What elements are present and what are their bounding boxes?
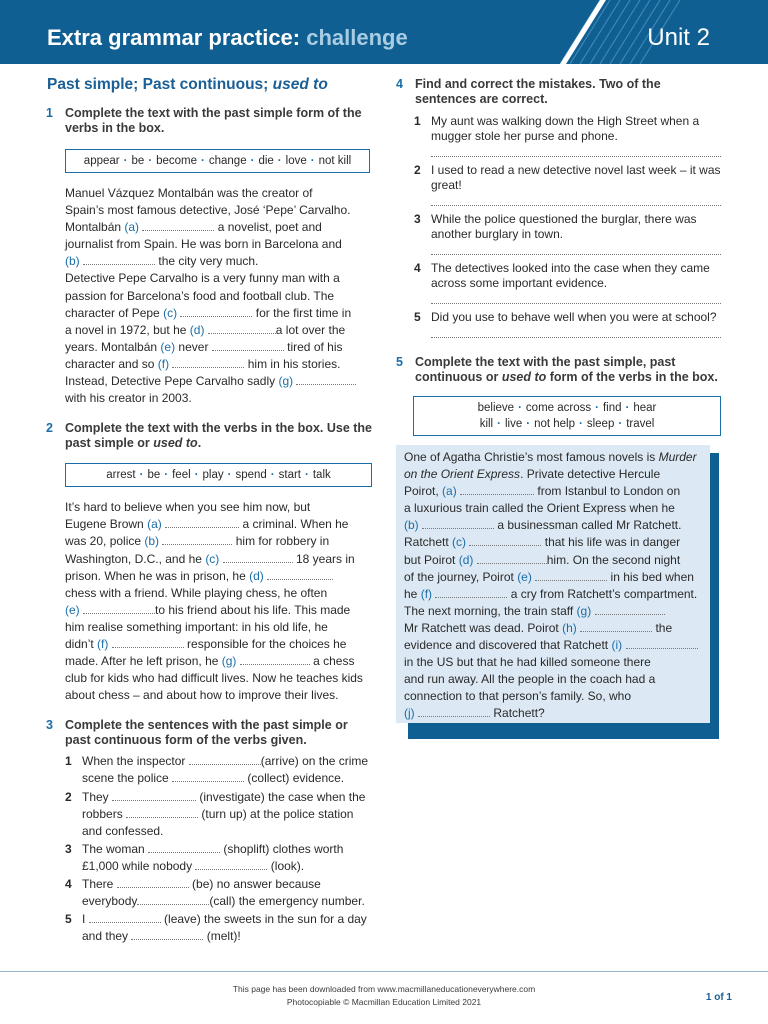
list-item: 1 My aunt was walking down the High Street when a mugger stole her purse and phone. [414, 114, 700, 143]
answer-gap[interactable] [422, 519, 494, 529]
answer-gap[interactable] [117, 878, 189, 888]
answer-gap[interactable] [195, 860, 267, 870]
exercise-number: 3 [46, 718, 53, 733]
list-item: 5 Did you use to behave well when you were at school? [414, 310, 717, 324]
word: kill [479, 418, 494, 430]
exercise-1-instruction: 1 Complete the text with the past simple form of the verbs in the box. [46, 106, 362, 135]
unit-label: Unit 2 [647, 24, 710, 51]
answer-line[interactable] [431, 337, 721, 338]
word: spend [235, 469, 267, 482]
word: believe [477, 402, 515, 414]
word: find [602, 402, 622, 414]
word: feel [172, 469, 191, 482]
footer-copyright: Photocopiable © Macmillan Education Limited 2021 [286, 997, 482, 1007]
answer-gap[interactable] [477, 554, 547, 564]
answer-gap[interactable] [435, 588, 507, 598]
answer-gap[interactable] [223, 553, 293, 563]
answer-gap[interactable] [162, 535, 232, 545]
page-title [47, 25, 408, 51]
page-header [0, 0, 768, 64]
answer-gap[interactable] [595, 605, 665, 615]
word: travel [626, 418, 655, 430]
list-item: 2 They (investigate) the case when the robbers (turn up) at the police station and confessed. [65, 789, 366, 838]
answer-gap[interactable] [418, 707, 490, 717]
exercise-number: 2 [46, 421, 53, 436]
word: be [131, 155, 145, 167]
footer-download-note: This page has been downloaded from www.macmillaneducationeverywhere.com [232, 984, 536, 994]
word: play [202, 469, 224, 482]
answer-gap[interactable] [83, 255, 155, 265]
answer-gap[interactable] [83, 604, 155, 614]
title-accent: challenge [306, 25, 408, 50]
word: appear [83, 155, 120, 167]
page-number: 1 of 1 [705, 992, 732, 1003]
list-item: 3 While the police questioned the burglar, there was another burglary in town. [414, 212, 697, 241]
exercise-3-instruction: 3 Complete the sentences with the past simple or past continuous form of the verbs given. [46, 718, 348, 747]
answer-gap[interactable] [469, 536, 541, 546]
word: talk [312, 469, 331, 482]
answer-gap[interactable] [180, 307, 252, 317]
list-item: 3 The woman (shoplift) clothes worth £1,000 while nobody (look). [65, 841, 344, 873]
word: not kill [318, 155, 352, 167]
section-title: Past simple; Past continuous; used to [47, 76, 328, 93]
word: change [208, 155, 247, 167]
answer-gap[interactable] [172, 358, 244, 368]
answer-line[interactable] [431, 303, 721, 304]
right-column [394, 72, 724, 745]
answer-gap[interactable] [208, 324, 276, 334]
exercise-5-instruction: 5 Complete the text with the past simple, past continuous or used to form of the verbs in the box. [396, 355, 718, 384]
answer-gap[interactable] [142, 221, 214, 231]
exercise-2-instruction: 2 Complete the text with the verbs in the box. Use the past simple or used to. [46, 421, 372, 450]
answer-gap[interactable] [137, 895, 209, 905]
list-item: 4 The detectives looked into the case when they came across some important evidence. [414, 261, 710, 290]
answer-gap[interactable] [626, 639, 698, 649]
answer-gap[interactable] [240, 655, 310, 665]
exercise-2-text: It’s hard to believe when you see him now, but Eugene Brown (a) a criminal. When he was 20, police (b) him for robbery in Washington, D.C., and he (c) 18 years in prison. When he was in prison, he (d) chess with a friend. While playing chess, he often (e) to his friend about his life. This made him realise something important: in his old life, he didn’t (f) responsible for the choices he made. After he left prison, he (g) a chess club for kids who had difficult lives. Now he teaches kids about chess – and about how to improve their lives. [65, 500, 363, 703]
exercise-2-word-box: arrest · be · feel · play · spend · start · talk [65, 463, 372, 487]
exercise-5-story: One of Agatha Christie’s most famous novels is Murder on the Orient Express. Private detective Hercule Poirot, (a) from Istanbul to London on a luxurious train called the Orient Express when he (b) a businessman called Mr Ratchett. Ratchett (c) that his life was in danger but Poirot (d) him. On the second night of the journey, Poirot (e) in his bed when he (f) a cry from Ratchett’s compartment. The next morning, the train staff (g) Mr Ratchett was dead. Poirot (h) the evidence and discovered that Ratchett (i) in the US but that he had killed someone there and run away. All the people in the coach had a connection to that person’s family. So, who (j) Ratchett? [396, 445, 710, 723]
word: hear [633, 402, 657, 414]
list-item: 1 When the inspector (arrive) on the crime scene the police (collect) evidence. [65, 754, 369, 786]
word: be [147, 469, 161, 482]
list-item: 5 I (leave) the sweets in the sun for a day and they (melt)! [65, 912, 367, 944]
left-column [44, 72, 374, 945]
answer-gap[interactable] [580, 622, 652, 632]
answer-line[interactable] [431, 205, 721, 206]
exercise-number: 5 [396, 355, 403, 369]
answer-gap[interactable] [535, 571, 607, 581]
exercise-5-story-area [394, 445, 724, 745]
answer-gap[interactable] [89, 913, 161, 923]
word: become [156, 155, 198, 167]
word: love [285, 155, 307, 167]
word: come across [525, 402, 592, 414]
answer-gap[interactable] [267, 570, 333, 580]
answer-gap[interactable] [112, 791, 196, 801]
title-main: Extra grammar practice: [47, 25, 301, 50]
list-item: 2 I used to read a new detective novel last week – it was great! [414, 163, 721, 192]
answer-gap[interactable] [165, 518, 239, 528]
answer-gap[interactable] [172, 772, 244, 782]
answer-gap[interactable] [112, 638, 184, 648]
answer-gap[interactable] [460, 485, 534, 495]
exercise-5-word-box: believe · come across · find · hear kill · live · not help · sleep · travel [413, 396, 721, 436]
exercise-number: 1 [46, 106, 53, 120]
answer-gap[interactable] [296, 375, 356, 385]
footer [0, 983, 768, 1009]
footer-divider [0, 971, 768, 972]
word: live [504, 418, 523, 430]
exercise-number: 4 [396, 77, 403, 91]
answer-gap[interactable] [212, 341, 284, 351]
word: sleep [586, 418, 615, 430]
exercise-3-items [44, 753, 374, 945]
word: start [278, 469, 302, 482]
word: not help [534, 418, 575, 430]
answer-gap[interactable] [131, 930, 203, 940]
word: die [258, 155, 274, 167]
answer-gap[interactable] [126, 808, 198, 818]
word: arrest [106, 469, 136, 482]
exercise-1-word-box: appear · be · become · change · die · love · not kill [65, 149, 370, 173]
answer-gap[interactable] [148, 843, 220, 853]
exercise-1-text: Manuel Vázquez Montalbán was the creator of Spain’s most famous detective, José ‘Pepe’ Carvalho. Montalbán (a) a novelist, poet and journalist from Spain. He was born in Barcelona and (b) the city very much. Detective Pepe Carvalho is a very funny man with a passion for Barcelona’s food and football club. The character of Pepe (c) for the first time in a novel in 1972, but he (d) a lot over the years. Montalbán (e) never tired of his character and so (f) him in his stories. Instead, Detective Pepe Carvalho sadly (g) with his creator in 2003. [44, 185, 374, 407]
answer-line[interactable] [431, 156, 721, 157]
exercise-4-instruction: 4 Find and correct the mistakes. Two of the sentences are correct. [396, 77, 661, 106]
answer-gap[interactable] [189, 755, 261, 765]
answer-line[interactable] [431, 254, 721, 255]
list-item: 4 There (be) no answer because everybody (call) the emergency number. [65, 877, 365, 909]
